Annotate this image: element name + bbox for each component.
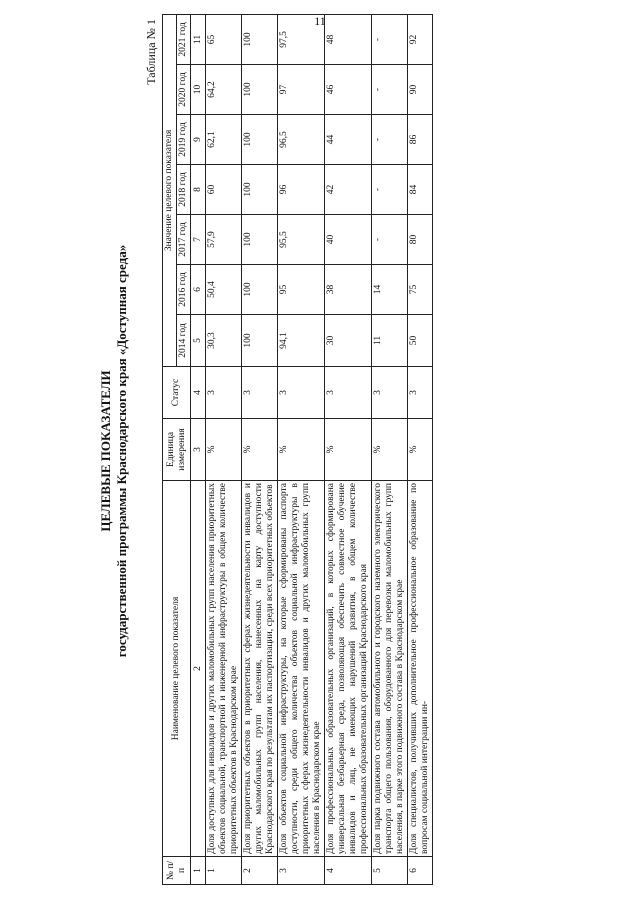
value-cell: 42: [325, 165, 372, 215]
row-number: 6: [408, 857, 433, 885]
value-cell: 86: [408, 115, 433, 165]
value-cell: 50: [408, 315, 433, 367]
value-cell: -: [372, 115, 408, 165]
value-cell: -: [372, 215, 408, 265]
indicator-name: Доля профессиональных образовательных организаций, в которых сформирована универсальная безбарьерная среда, позволяющая обеспечить совместное обучение инвалидов и лиц, не имеющих нарушений развития, в общем количестве профессиональных образовательных организаций Краснодарского края: [325, 481, 372, 857]
rotated-page-content: [0, 11, 640, 891]
row-number: 4: [325, 857, 372, 885]
unit-cell: %: [408, 419, 433, 481]
value-cell: 94,1: [278, 315, 325, 367]
status-cell: 3: [372, 367, 408, 419]
header-row-top: [163, 14, 177, 884]
value-cell: 100: [242, 215, 278, 265]
value-cell: -: [372, 65, 408, 115]
table-row: [278, 14, 325, 884]
header-values-group: Значение целевого показателя: [163, 14, 177, 366]
row-number: 3: [278, 857, 325, 885]
unit-cell: %: [325, 419, 372, 481]
value-cell: 62,1: [206, 115, 242, 165]
value-cell: 60: [206, 165, 242, 215]
column-index: 4: [191, 367, 206, 419]
value-cell: 14: [372, 265, 408, 315]
value-cell: 30: [325, 315, 372, 367]
value-cell: -: [372, 165, 408, 215]
indicator-name: Доля приоритетных объектов в приоритетных сферах жизнедеятельности инвалидов и других маломобильных групп населения, нанесенных на карту доступности Краснодарского края по результатам их паспортизации, среди всех приоритетных объектов: [242, 481, 278, 857]
unit-cell: %: [242, 419, 278, 481]
value-cell: 75: [408, 265, 433, 315]
column-index: 6: [191, 265, 206, 315]
status-cell: 3: [408, 367, 433, 419]
table-row: [325, 14, 372, 884]
header-year: 2016 год: [177, 265, 191, 315]
header-year: 2017 год: [177, 215, 191, 265]
column-index: 3: [191, 419, 206, 481]
table-row: [372, 14, 408, 884]
indicator-name: Доля парка подвижного состава автомобильного и городского наземного электрического транспорта общего пользования, оборудованного для перевозки маломобильных групп населения, в парке этого подвижного состава в Краснодарском крае: [372, 481, 408, 857]
value-cell: 38: [325, 265, 372, 315]
status-cell: 3: [278, 367, 325, 419]
column-index: 11: [191, 14, 206, 64]
value-cell: 95: [278, 265, 325, 315]
value-cell: -: [372, 14, 408, 64]
table-row: [242, 14, 278, 884]
value-cell: 100: [242, 65, 278, 115]
header-year: 2018 год: [177, 165, 191, 215]
header-year: 2021 год: [177, 14, 191, 64]
value-cell: 84: [408, 165, 433, 215]
status-cell: 3: [206, 367, 242, 419]
header-year: 2020 год: [177, 65, 191, 115]
header-num: № п/п: [163, 857, 191, 885]
document-title: ЦЕЛЕВЫЕ ПОКАЗАТЕЛИ: [98, 370, 113, 532]
indicator-name: Доля доступных для инвалидов и других маломобильных групп населения приоритетных объектов социальной, транспортной и инженерной инфраструктуры в общем количестве приоритетных объектов в Краснодарском крае: [206, 481, 242, 857]
column-index: 1: [191, 857, 206, 885]
row-number: 1: [206, 857, 242, 885]
column-index: 10: [191, 65, 206, 115]
value-cell: 30,3: [206, 315, 242, 367]
table-row: [408, 14, 433, 884]
column-index: 9: [191, 115, 206, 165]
value-cell: 64,2: [206, 65, 242, 115]
unit-cell: %: [278, 419, 325, 481]
value-cell: 100: [242, 265, 278, 315]
indicator-name: Доля объектов социальной инфраструктуры, на которые сформированы паспорта доступности, среди общего количества объектов социальной инфраструктуры в приоритетных сферах жизнедеятельности инвалидов и других маломобильных групп населения в Краснодарском крае: [278, 481, 325, 857]
value-cell: 97: [278, 65, 325, 115]
column-index-row: [191, 14, 206, 884]
value-cell: 48: [325, 14, 372, 64]
column-index: 7: [191, 215, 206, 265]
header-name: Наименование целевого показателя: [163, 481, 191, 857]
column-index: 2: [191, 481, 206, 857]
value-cell: 95,5: [278, 215, 325, 265]
column-index: 5: [191, 315, 206, 367]
row-number: 2: [242, 857, 278, 885]
value-cell: 100: [242, 315, 278, 367]
value-cell: 96: [278, 165, 325, 215]
value-cell: 97,5: [278, 14, 325, 64]
header-status: Статус: [163, 367, 191, 419]
column-index: 8: [191, 165, 206, 215]
status-cell: 3: [242, 367, 278, 419]
value-cell: 44: [325, 115, 372, 165]
header-year: 2019 год: [177, 115, 191, 165]
indicator-name: Доля специалистов, получивших дополнительное профессиональное образование по вопросам социальной интеграции ин-: [408, 481, 433, 857]
value-cell: 46: [325, 65, 372, 115]
value-cell: 92: [408, 14, 433, 64]
value-cell: 40: [325, 215, 372, 265]
value-cell: 100: [242, 165, 278, 215]
document-subtitle: государственной программы Краснодарского края «Доступная среда»: [114, 244, 129, 658]
value-cell: 90: [408, 65, 433, 115]
table-caption: Таблица № 1: [144, 19, 158, 85]
value-cell: 96,5: [278, 115, 325, 165]
table-row: [206, 14, 242, 884]
value-cell: 100: [242, 115, 278, 165]
row-number: 5: [372, 857, 408, 885]
indicators-table: [162, 14, 433, 885]
value-cell: 80: [408, 215, 433, 265]
value-cell: 50,4: [206, 265, 242, 315]
header-year: 2014 год: [177, 315, 191, 367]
value-cell: 65: [206, 14, 242, 64]
page-number: 11: [314, 14, 326, 28]
unit-cell: %: [372, 419, 408, 481]
status-cell: 3: [325, 367, 372, 419]
value-cell: 11: [372, 315, 408, 367]
header-unit: Единица измерения: [163, 419, 191, 481]
unit-cell: %: [206, 419, 242, 481]
value-cell: 100: [242, 14, 278, 64]
value-cell: 57,9: [206, 215, 242, 265]
